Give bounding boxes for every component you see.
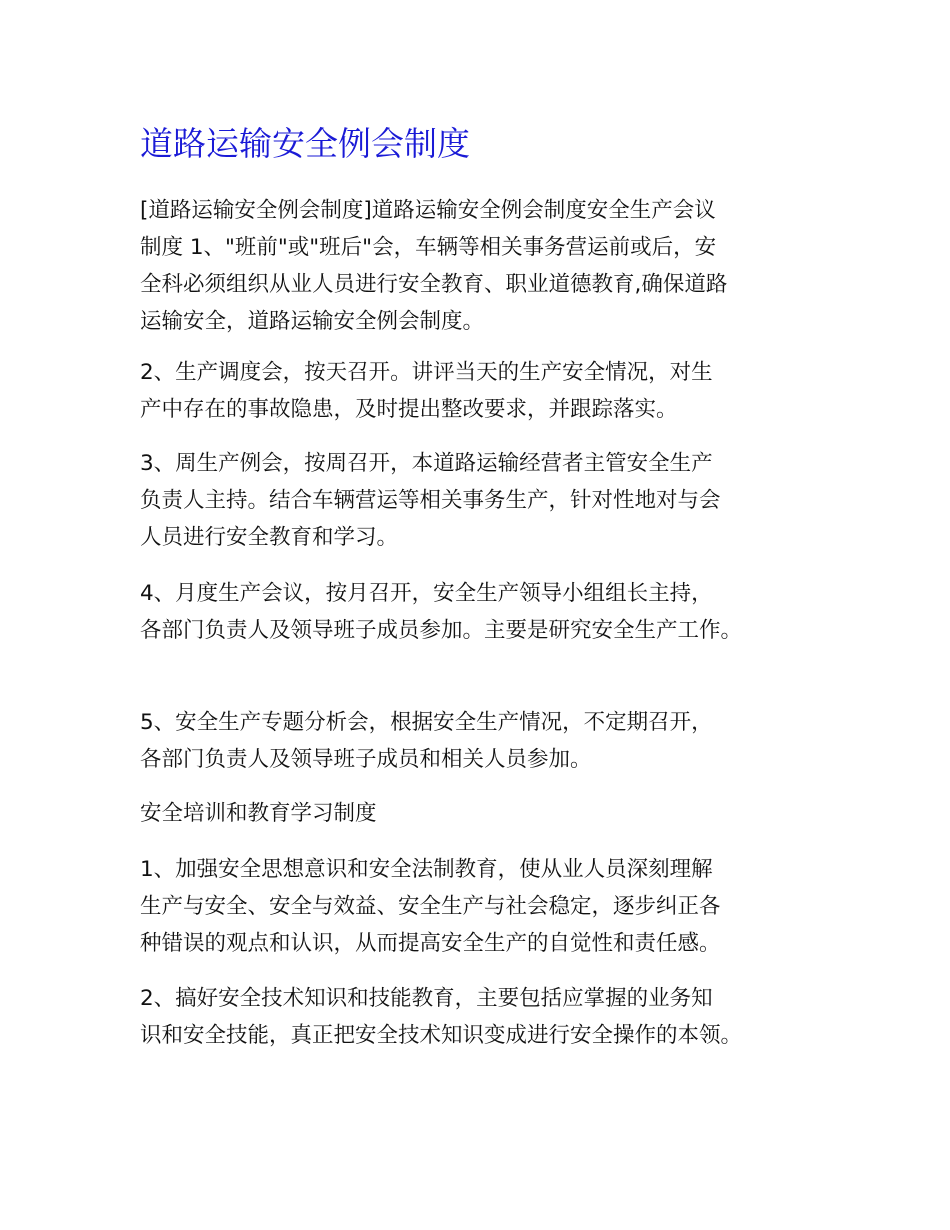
document-title: 道路运输安全例会制度	[140, 124, 470, 163]
text-line: 制度 1、"班前"或"班后"会，车辆等相关事务营运前或后，安	[140, 235, 717, 260]
text-line: 负责人主持。结合车辆营运等相关事务生产，针对性地对与会	[140, 488, 721, 513]
section-heading-training	[140, 795, 377, 832]
text-line: 生产与安全、安全与效益、安全生产与社会稳定，逐步纠正各	[140, 894, 721, 919]
text-line: 种错误的观点和认识，从而提高安全生产的自觉性和责任感。	[140, 931, 721, 956]
text-line: 人员进行安全教育和学习。	[140, 525, 399, 550]
text-line: [道路运输安全例会制度]道路运输安全例会制度安全生产会议	[140, 198, 716, 223]
text-line: 2、生产调度会，按天召开。讲评当天的生产安全情况，对生	[140, 360, 713, 385]
text-line: 1、加强安全思想意识和安全法制教育，使从业人员深刻理解	[140, 857, 713, 882]
paragraph-item-5	[140, 704, 713, 778]
text-line: 运输安全，道路运输安全例会制度。	[140, 309, 485, 334]
text-line: 安全培训和教育学习制度	[140, 801, 377, 826]
paragraph-training-item-2	[140, 980, 742, 1054]
text-line: 各部门负责人及领导班子成员参加。主要是研究安全生产工作。	[140, 618, 743, 643]
text-line: 产中存在的事故隐患，及时提出整改要求，并跟踪落实。	[140, 397, 678, 422]
text-line: 4、月度生产会议，按月召开，安全生产领导小组组长主持，	[140, 581, 713, 606]
paragraph-meeting-system-intro	[140, 192, 727, 340]
paragraph-item-2	[140, 354, 713, 428]
paragraph-training-item-1	[140, 851, 721, 962]
text-line: 3、周生产例会，按周召开，本道路运输经营者主管安全生产	[140, 451, 713, 476]
paragraph-item-4	[140, 575, 742, 649]
text-line: 5、安全生产专题分析会，根据安全生产情况，不定期召开，	[140, 710, 713, 735]
text-line: 识和安全技能，真正把安全技术知识变成进行安全操作的本领。	[140, 1023, 743, 1048]
text-line: 各部门负责人及领导班子成员和相关人员参加。	[140, 747, 592, 772]
text-line: 全科必须组织从业人员进行安全教育、职业道德教育,确保道路	[140, 272, 728, 297]
text-line: 2、搞好安全技术知识和技能教育，主要包括应掌握的业务知	[140, 986, 713, 1011]
paragraph-item-3	[140, 445, 721, 556]
